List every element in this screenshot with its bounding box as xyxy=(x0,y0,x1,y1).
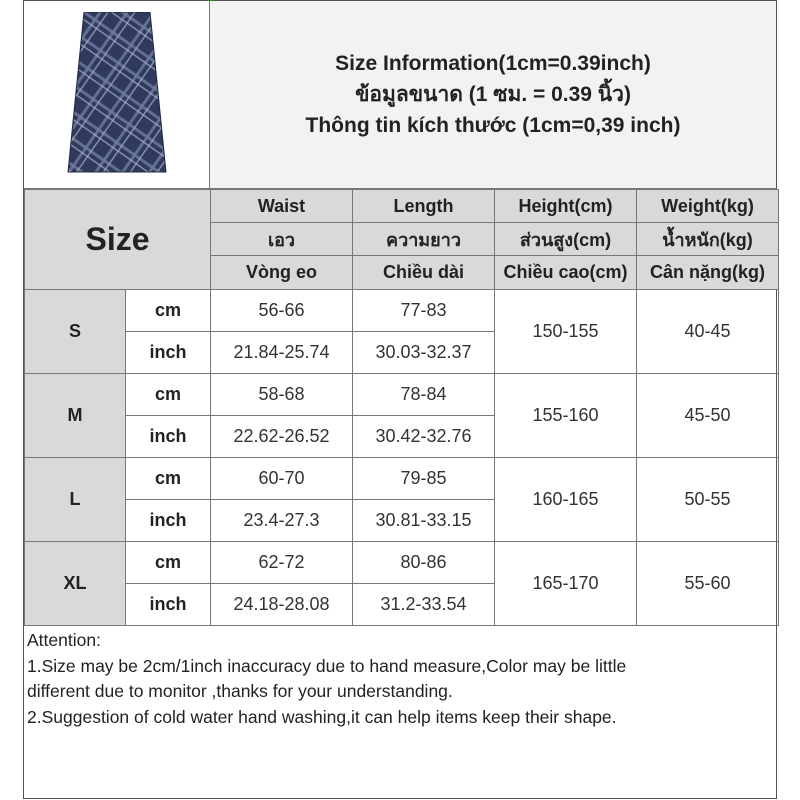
weight-range: 40-45 xyxy=(637,290,779,374)
col-height-vi: Chiều cao(cm) xyxy=(495,256,637,290)
waist-inch: 24.18-28.08 xyxy=(211,584,353,626)
col-length-en: Length xyxy=(353,190,495,223)
unit-cm: cm xyxy=(126,458,211,500)
length-cm: 77-83 xyxy=(353,290,495,332)
title-thai: ข้อมูลขนาด (1 ซม. = 0.39 นิ้ว) xyxy=(355,83,631,106)
title-block xyxy=(210,1,776,189)
attention-notes xyxy=(27,628,772,730)
col-weight-th: น้ำหนัก(kg) xyxy=(637,223,779,256)
unit-inch: inch xyxy=(126,416,211,458)
waist-cm: 60-70 xyxy=(211,458,353,500)
header-row-en xyxy=(25,190,779,223)
unit-cm: cm xyxy=(126,290,211,332)
length-inch: 31.2-33.54 xyxy=(353,584,495,626)
title-english: Size Information(1cm=0.39inch) xyxy=(335,52,651,75)
length-inch: 30.42-32.76 xyxy=(353,416,495,458)
unit-cm: cm xyxy=(126,542,211,584)
notes-line-2: different due to monitor ,thanks for your understanding. xyxy=(27,681,453,701)
weight-range: 55-60 xyxy=(637,542,779,626)
unit-inch: inch xyxy=(126,500,211,542)
col-weight-en: Weight(kg) xyxy=(637,190,779,223)
size-table xyxy=(24,189,779,626)
product-image-cell xyxy=(24,1,210,189)
col-height-th: ส่วนสูง(cm) xyxy=(495,223,637,256)
height-range: 165-170 xyxy=(495,542,637,626)
notes-line-3: 2.Suggestion of cold water hand washing,it can help items keep their shape. xyxy=(27,706,617,727)
col-length-vi: Chiều dài xyxy=(353,256,495,290)
waist-cm: 62-72 xyxy=(211,542,353,584)
title-vietnamese: Thông tin kích thước (1cm=0,39 inch) xyxy=(305,114,681,137)
col-waist-th: เอว xyxy=(211,223,353,256)
unit-cm: cm xyxy=(126,374,211,416)
height-range: 160-165 xyxy=(495,458,637,542)
height-range: 150-155 xyxy=(495,290,637,374)
weight-range: 45-50 xyxy=(637,374,779,458)
table-row xyxy=(25,374,779,416)
unit-inch: inch xyxy=(126,584,211,626)
table-row xyxy=(25,458,779,500)
length-cm: 80-86 xyxy=(353,542,495,584)
size-cell: XL xyxy=(25,542,126,626)
notes-heading: Attention: xyxy=(27,630,101,650)
length-cm: 79-85 xyxy=(353,458,495,500)
weight-range: 50-55 xyxy=(637,458,779,542)
col-length-th: ความยาว xyxy=(353,223,495,256)
table-row xyxy=(25,542,779,584)
col-weight-vi: Cân nặng(kg) xyxy=(637,256,779,290)
col-waist-en: Waist xyxy=(211,190,353,223)
length-cm: 78-84 xyxy=(353,374,495,416)
waist-cm: 56-66 xyxy=(211,290,353,332)
size-cell: M xyxy=(25,374,126,458)
table-row xyxy=(25,290,779,332)
unit-inch: inch xyxy=(126,332,211,374)
waist-cm: 58-68 xyxy=(211,374,353,416)
size-header: Size xyxy=(25,190,211,290)
waist-inch: 23.4-27.3 xyxy=(211,500,353,542)
col-waist-vi: Vòng eo xyxy=(211,256,353,290)
height-range: 155-160 xyxy=(495,374,637,458)
waist-inch: 22.62-26.52 xyxy=(211,416,353,458)
length-inch: 30.81-33.15 xyxy=(353,500,495,542)
length-inch: 30.03-32.37 xyxy=(353,332,495,374)
col-height-en: Height(cm) xyxy=(495,190,637,223)
plaid-skirt-image xyxy=(62,12,172,177)
waist-inch: 21.84-25.74 xyxy=(211,332,353,374)
size-cell: S xyxy=(25,290,126,374)
notes-line-1: 1.Size may be 2cm/1inch inaccuracy due to hand measure,Color may be little xyxy=(27,655,627,676)
size-cell: L xyxy=(25,458,126,542)
